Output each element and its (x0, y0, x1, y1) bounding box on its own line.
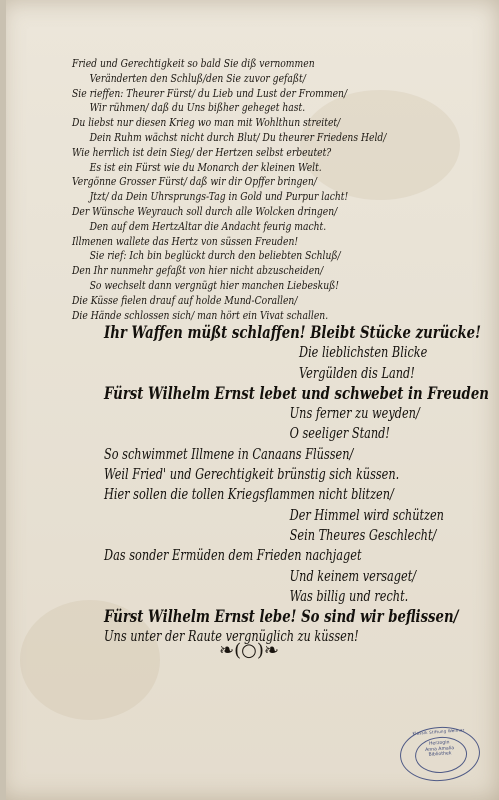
poem-line: Fürst Wilhelm Ernst lebet und schwebet in Freuden (104, 383, 489, 404)
poem-line: Die lieblichsten Blicke (299, 345, 428, 362)
poem-line: Der Himmel wird schützen (289, 507, 444, 524)
poem-line: So schwimmet Illmene in Canaans Flüssen/ (104, 446, 354, 463)
poem-line: Fried und Gerechtigkeit so bald Sie diß vernommen (72, 56, 315, 70)
stamp-line: Anna Amalia (424, 745, 455, 753)
poem-line: Jtzt/ da Dein Uhrsprungs-Tag in Gold und Purpur lacht! (89, 189, 349, 204)
library-stamp (398, 724, 482, 783)
poem-line: Veränderten den Schluß/den Sie zuvor gefaßt/ (89, 70, 306, 85)
stamp-ring-text: Klassik Stiftung Weimar (412, 727, 465, 736)
poem-line: Der Wünsche Weyrauch soll durch alle Wolcken dringen/ (72, 203, 338, 218)
poem-line: Was billig und recht. (289, 588, 409, 605)
poem-line: Die Küsse fielen drauf auf holde Mund-Corallen/ (72, 292, 298, 307)
poem-line: Uns unter der Raute vergnüglich zu küssen! (104, 629, 359, 646)
poem-line: Illmenen wallete das Hertz von süssen Freuden! (72, 233, 299, 248)
poem-line: Wie herrlich ist dein Sieg/ der Hertzen selbst erbeutet? (72, 144, 332, 159)
poem-line: Uns ferner zu weyden/ (289, 406, 420, 423)
poem-line: Wir rühmen/ daß du Uns bißher geheget hast. (89, 100, 306, 115)
poem-line: Die Hände schlossen sich/ man hört ein Vivat schallen. (72, 307, 329, 322)
closing-ornament: ❧(○)❧ (219, 640, 279, 661)
poem-line: Dein Ruhm wächst nicht durch Blut/ Du theurer Friedens Held/ (89, 129, 387, 144)
poem-line: Weil Fried' und Gerechtigkeit brünstig sich küssen. (104, 467, 400, 484)
poem-line: Ihr Waffen müßt schlaffen! Bleibt Stücke zurücke! (104, 323, 481, 343)
stamp-center-text (400, 738, 479, 760)
poem-line: Vergönne Grosser Fürst/ daß wir dir Opffer bringen/ (72, 174, 317, 189)
poem-line: Es ist ein Fürst wie du Monarch der kleinen Welt. (89, 159, 322, 174)
poem-line: Sie rieffen: Theurer Fürst/ du Lieb und Lust der Frommen/ (72, 85, 348, 100)
poem-line: Vergülden dis Land! (299, 365, 415, 382)
poem-line: O seeliger Stand! (289, 426, 390, 443)
poem-line: Du liebst nur diesen Krieg wo man mit Wohlthun streitet/ (72, 115, 341, 130)
stamp-line: Bibliothek (428, 751, 452, 758)
poem-first-part (72, 56, 387, 322)
paper-edge (0, 0, 6, 800)
poem-line: Hier sollen die tollen Kriegsflammen nicht blitzen/ (104, 487, 394, 504)
poem-line: So wechselt dann vergnügt hier manchen Liebeskuß! (89, 277, 339, 292)
poem-line: Den auf dem HertzAltar die Andacht feurig macht. (89, 218, 327, 233)
poem-line: Das sonder Ermüden dem Frieden nachjaget (104, 548, 362, 565)
poem-line: Sie rief: Ich bin beglückt durch den beliebten Schluß/ (89, 248, 341, 263)
stamp-line: Herzogin (428, 740, 450, 747)
poem-line: Den Ihr nunmehr gefaßt von hier nicht abzuscheiden/ (72, 263, 324, 278)
poem-line: Und keinem versaget/ (289, 568, 417, 585)
poem-second-part (104, 323, 489, 648)
poem-line: Sein Theures Geschlecht/ (289, 527, 437, 544)
poem-line: Fürst Wilhelm Ernst lebe! So sind wir beflissen/ (104, 607, 459, 628)
